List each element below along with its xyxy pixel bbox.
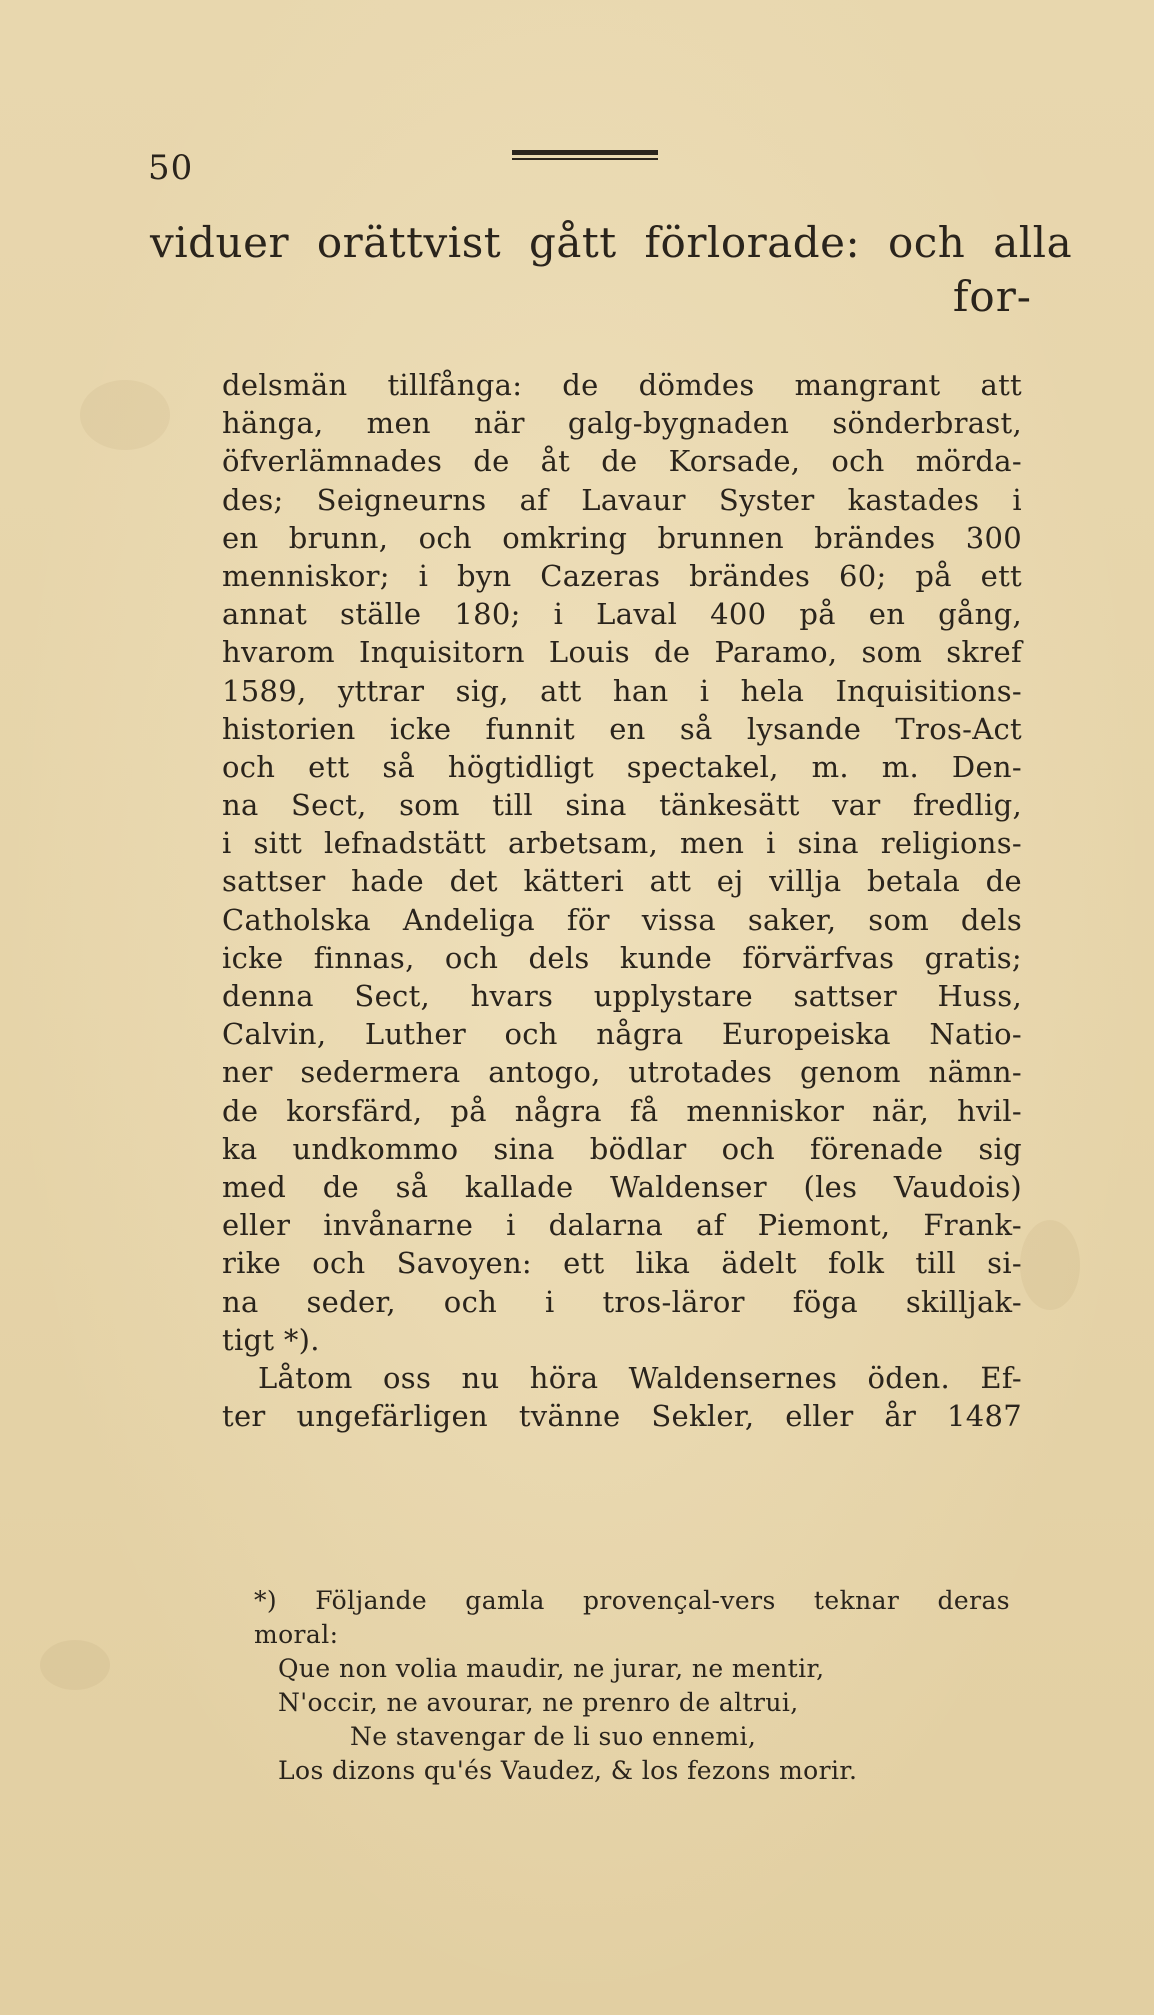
paper-stain [40, 1640, 110, 1690]
text-line: na seder, och i tros-läror föga skilljak- [222, 1284, 1022, 1319]
text-line: sattser hade det kätteri att ej villja betala de [222, 864, 1022, 899]
text-line: hvarom Inquisitorn Louis de Paramo, som skref [222, 635, 1022, 670]
text-line: historien icke funnit en så lysande Tros-Act [222, 711, 1022, 746]
text-line: en brunn, och omkring brunnen brändes 300 [222, 520, 1022, 555]
text-line: annat ställe 180; i Laval 400 på en gång, [222, 597, 1022, 632]
footnote-verse-line: Ne stavengar de li suo ennemi, [350, 1722, 757, 1751]
footnote-line: *) Följande gamla provençal-vers teknar deras [254, 1586, 1010, 1615]
text-line: menniskor; i byn Cazeras brändes 60; på ett [222, 558, 1022, 593]
paper-stain [1020, 1220, 1080, 1310]
footnote-verse-line: Que non volia maudir, ne jurar, ne mentir, [278, 1654, 825, 1683]
footnote-verse-line: Los dizons qu'és Vaudez, & los fezons morir. [278, 1756, 858, 1785]
text-line: ka undkommo sina bödlar och förenade sig [222, 1131, 1022, 1166]
footnote-verse-line: N'occir, ne avourar, ne prenro de altrui, [278, 1688, 799, 1717]
text-line: ner sedermera antogo, utrotades genom nämn- [222, 1055, 1022, 1090]
header-text-line: viduer orättvist gått förlorade: och alla [150, 218, 1073, 267]
header-rule [512, 150, 658, 164]
text-line: icke finnas, och dels kunde förvärfvas gratis; [222, 940, 1022, 975]
text-line: denna Sect, hvars upplystare sattser Huss, [222, 979, 1022, 1013]
text-line: des; Seigneurns af Lavaur Syster kastades i [222, 482, 1022, 517]
text-line: hänga, men när galg-bygnaden sönderbrast, [222, 406, 1022, 441]
footnote-line: moral: [254, 1620, 339, 1649]
paragraph-start-line: Låtom oss nu höra Waldensernes öden. Ef- [258, 1360, 1022, 1395]
text-line: delsmän tillfånga: de dömdes mangrant att [222, 368, 1022, 402]
paper-stain [80, 380, 170, 450]
text-line: rike och Savoyen: ett lika ädelt folk till si- [222, 1246, 1022, 1281]
text-line: 1589, yttrar sig, att han i hela Inquisitions- [222, 673, 1022, 708]
text-line: tigt *). [222, 1322, 320, 1357]
text-line: med de så kallade Waldenser (les Vaudois) [222, 1169, 1022, 1204]
body-text [222, 366, 1022, 1435]
footnote [254, 1584, 1010, 1788]
text-line: och ett så högtidligt spectakel, m. m. Den- [222, 749, 1022, 784]
text-line: de korsfärd, på några få menniskor när, hvil- [222, 1093, 1022, 1128]
text-line: öfverlämnades de åt de Korsade, och mörda- [222, 444, 1022, 479]
text-line: Catholska Andeliga för vissa saker, som dels [222, 902, 1022, 937]
text-line: i sitt lefnadstätt arbetsam, men i sina religions- [222, 826, 1022, 861]
text-line: na Sect, som till sina tänkesätt var fredlig, [222, 788, 1022, 823]
text-line: ter ungefärligen tvänne Sekler, eller år 1487 [222, 1399, 1022, 1434]
page-number: 50 [148, 148, 194, 188]
catchword: for- [952, 272, 1032, 321]
text-line: Calvin, Luther och några Europeiska Natio- [222, 1017, 1022, 1052]
text-line: eller invånarne i dalarna af Piemont, Frank- [222, 1208, 1022, 1243]
